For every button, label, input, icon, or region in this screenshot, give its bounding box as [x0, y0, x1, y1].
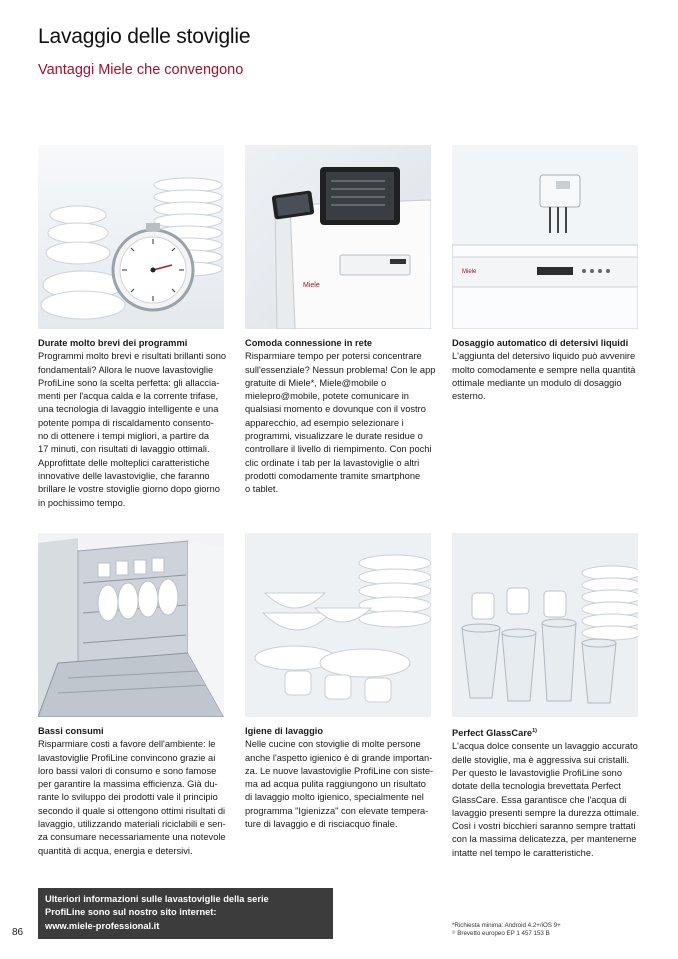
feature-dosing: [452, 337, 648, 403]
footnote-patent: ¹⁾ Brevetto europeo EP 1 457 153 B: [452, 930, 550, 937]
feature-heading: Dosaggio automatico di detersivi liquidi: [452, 338, 629, 348]
feature-short-programs: [38, 337, 234, 510]
photo-connectivity: [245, 145, 431, 329]
footnotes: [452, 922, 561, 938]
feature-hygiene: [245, 725, 441, 831]
appliance-brand-label: Miele: [462, 269, 477, 275]
feature-body: Programmi molto brevi e risultati brillanti sono fondamentali? Allora le nuove lavastoviglie ProfiLine sono la scelta perfetta: gli allaccia- menti per l'acqua calda e la corrente trifase, una tecnologia di lavaggio intelligente e una potente pompa di riscaldamento consento- no di ottenere i tempi migliori, a partire da 17 minuti, con risultati di lavaggio ottimali. Approfittate delle molteplici caratteristiche innovative delle lavastoviglie, che faranno brillare le vostre stoviglie giorno dopo giorno in pochissimo tempo.: [38, 351, 227, 508]
feature-heading: Igiene di lavaggio: [245, 726, 324, 736]
feature-body: Risparmiare costi a favore dell'ambiente: le lavastoviglie ProfiLine convincono grazie ai loro bassi valori di consumo e sono famose per garantire la massima efficienza. Già du- rante lo sviluppo dei prodotti vale il principio secondo il quale si ottengono ottimi risultati di lavaggio, utilizzando materiali riciclabili e sen- za consumare necessariamente una notevole quantità di acqua, energia e detersivi.: [38, 739, 226, 856]
feature-heading: Comoda connessione in rete: [245, 338, 373, 348]
feature-body: Risparmiare tempo per potersi concentrare sull'essenziale? Nessun problema! Con le app gratuite di Miele*, Miele@mobile o mielepro@mobile, potete comunicare in qualsiasi momento e dovunque con il vostro apparecchio, ad esempio selezionare i programmi, visualizzare le durate residue o controllare il livello di riempimento. Con pochi clic ordinate i tab per la lavastoviglie o altri prodotti comodamente tramite smartphone o tablet.: [245, 351, 436, 495]
feature-connectivity: [245, 337, 441, 497]
photo-plates-stopwatch: [38, 145, 224, 329]
feature-heading: Bassi consumi: [38, 726, 104, 736]
page-title: Lavaggio delle stoviglie: [38, 25, 251, 48]
footnote-marker: 1): [532, 728, 537, 734]
feature-body: L'acqua dolce consente un lavaggio accurato delle stoviglie, ma è aggressiva sui cristalli. Per questo le lavastoviglie ProfiLine sono dotate della tecnologia brevettata Perfect GlassCare. Essa garantisce che l'acqua di lavaggio presenti sempre la durezza ottimale. Così i vostri bicchieri saranno sempre trattati con la massima delicatezza, per mantenerne intatte nel tempo le caratteristiche.: [452, 741, 640, 858]
appliance-brand-label: Miele: [303, 282, 320, 289]
feature-heading: Durate molto brevi dei programmi: [38, 338, 188, 348]
feature-body: L'aggiunta del detersivo liquido può avvenire molto comodamente e sempre nella quantità ottimale mediante un modulo di dosaggio esterno.: [452, 351, 636, 402]
feature-low-consumption: [38, 725, 234, 858]
photo-hygiene-dishes: [245, 533, 431, 717]
info-box-text: Ulteriori informazioni sulle lavastoviglie della serie ProfiLine sono sul nostro sito internet: www.miele-professional.it: [45, 894, 269, 931]
footnote-app-requirement: *Richiesta minima: Android 4.2+/iOS 9+: [452, 922, 561, 929]
info-box: [38, 888, 333, 939]
feature-body: Nelle cucine con stoviglie di molte persone anche l'aspetto igienico è di grande importan- za. Le nuove lavastoviglie ProfiLine con siste- ma ad acqua pulita raggiungono un risultato di lavaggio molto igienico, specialmente nel programma "Igienizza" con elevate tempera- ture di lavaggio e di risciacquo finale.: [245, 739, 434, 830]
photo-dosing-module: [452, 145, 638, 329]
page-subtitle: Vantaggi Miele che convengono: [38, 62, 244, 78]
feature-glasscare: [452, 725, 648, 860]
feature-heading: Perfect GlassCare$^{1)}$: [452, 728, 537, 739]
page-number: 86: [12, 927, 24, 938]
photo-glassware: [452, 533, 638, 717]
photo-open-dishwasher: [38, 533, 224, 717]
